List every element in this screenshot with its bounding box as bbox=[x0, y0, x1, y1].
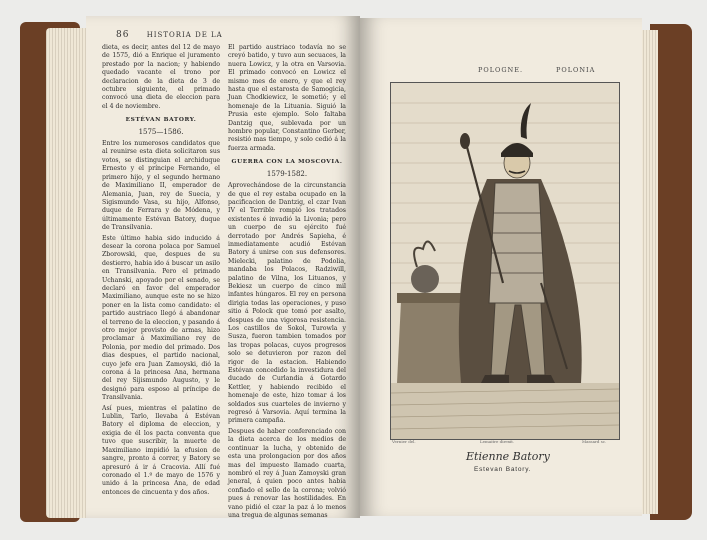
page-edges-right bbox=[640, 30, 658, 514]
plate-caption: Estevan Batory. bbox=[474, 466, 532, 473]
text-column-1 bbox=[102, 44, 220, 499]
portrait-engraving bbox=[391, 83, 619, 439]
text-column-2 bbox=[228, 44, 346, 522]
paragraph: Entre los numerosos candidatos que al reunirse esta dieta solicitaron sus votos, se distinguian el archiduque Ernesto y el príncipe Fernando, el primero hijo, y el segundo hermano de Maximiliano II, emperador de Alemania, Juan, rey de Suecia, y Sigismundo Vasa, su hijo, Alfonso, duque de Ferrara y de Módena, y últimamente Estévan Batory, duque de Transilvania. bbox=[102, 140, 220, 232]
open-book bbox=[20, 10, 692, 530]
section-years: 1579-1582. bbox=[266, 169, 308, 178]
paragraph: El partido austriaco todavía no se creyó batido, y tuvo aun secuaces, la nuera Lowicz, y la otra en Varsovia. El primado convocó en Lowicz el mismo mes de enero, y que el rey hasta que el estarosta de Samogicia, Juan Chodkiewicz, le sometió; y el homenaje de la Lituania. Siguió la Prusia este ejemplo. Solo faltaba Dantzig que, sublevada por un hombre popular, Constantino Gerber, resistió mas tiempo, y solo cedió á la fuerza armada. bbox=[228, 44, 346, 152]
paragraph: Despues de haber conferenciado con la dieta acerca de los medios de continuar la lucha, y obtenido de esta una prolongacion por dos años mas del impuesto llamado cuarta, nombró el rey á Juan Zamoyski gran jeneral, á quien poco antes habia confiado el sello de la corona; volvió pues á renovar las hostilidades. En vano pidió el czar la paz á lo menos una tregua de algunas semanas bbox=[228, 427, 346, 519]
section-heading: ESTÉVAN BATORY. bbox=[125, 117, 197, 124]
page-number: 86 bbox=[116, 30, 130, 40]
armour bbox=[489, 183, 545, 303]
engraver-credit-left: Vernier del. bbox=[392, 439, 416, 444]
page-edges-left bbox=[46, 28, 86, 518]
section-years: 1575—1586. bbox=[138, 127, 184, 136]
plate-header-left: POLOGNE. bbox=[478, 66, 524, 74]
left-page-header bbox=[116, 30, 223, 40]
right-page bbox=[360, 18, 642, 516]
engraving-plate bbox=[390, 82, 620, 440]
engraver-credit-center: Lemaitre direxit. bbox=[480, 439, 515, 444]
signature: Etienne Batory bbox=[466, 450, 550, 463]
engraver-credit-right: Massard sc. bbox=[582, 439, 607, 444]
running-head: HISTORIA DE LA bbox=[146, 31, 223, 39]
paragraph: dieta, es decir, antes del 12 de mayo de 1575, dió a Enrique el juramento prestado por la nacion; y habiendo quedado vacante el trono por declaracion de la dieta de 3 de octubre siguiente, el primado convocó una dieta de eleccion para el 4 de noviembre. bbox=[102, 44, 220, 110]
floor bbox=[391, 383, 619, 439]
paragraph: Este último habia sido inducido á desear la corona polaca por Samuel Zborowski, que, despues de su destierro, habia ido á buscar un asilo en Transilvania. Pero el primado Uchanski, apoyado por el senado, se declaró en favor del emperador Maximiliano, aunque este no se hizo poner en la lista como candidato: el partido austriaco llegó á abandonar el terreno de la eleccion, y pasando á otro mejor provisto de armas, hizo proclamar á Maximiliano rey de Polonia, por medio del primado. Dos dias despues, el partido nacional, cuyo jefe era Juan Zamoyski, dió la corona á la princesa Ana, hermana del rey Sijismundo Augusto, y le designó para esposo al príncipe de Transilvania. bbox=[102, 234, 220, 402]
paragraph: Así pues, mientras el palatino de Lublin, Tarlo, llevaba á Estévan Batory el diploma de eleccion, y exigia de él los pacta conventa que tuvo que suscribir, la muerte de Maximiliano impidió la efusion de sangre, pronto á correr, y Batory se apresuró á ir á Cracovia. Allí fué coronado el 1.º de mayo de 1576 y unido á la princesa Ana, de edad entonces de cincuenta y dos años. bbox=[102, 404, 220, 496]
plate-header-right: POLONIA bbox=[556, 66, 596, 74]
section-heading: GUERRA CON LA MOSCOVIA. bbox=[231, 159, 343, 166]
sceptre-head bbox=[460, 133, 470, 149]
paragraph: Aprovechándose de la circunstancia de que el rey estaba ocupado en la pacificacion de Dantzig, el czar Ivan IV el Terrible rompió los tratados existentes é invadió la Livonia; pero un cuerpo de su ejército fué derrotado por Andrés Sapieha, é inmediatamente acudió Estévan Batory á unirse con sus defensores. Mielecki, palatino de Podolia, mandaba los Polacos, Radziwill, palatino de Vilna, los Lituanos, y Bekiesz un cuerpo de cinco mil infantes húngaros. El rey en persona dirigia todas las operaciones, y puso sitio á Polock que tomó por asalto, despues de una vigorosa resistencia. Los castillos de Sokol, Turowla y Susza, fueron tambien tomados por las tropas polacas, cuyos progresos solo se detuvieron por razon del rigor de la estacion. Habiendo Estévan concedido la investidura del ducado de Curlandia á Gotardo Kettler, y habiendo recibido el homenaje de este, hizo tomar á los soldados sus cuarteles de invierno y regresó á Varsovia. Aquí termina la primera campaña. bbox=[228, 182, 346, 425]
helmet bbox=[411, 265, 439, 293]
left-page bbox=[86, 16, 360, 518]
